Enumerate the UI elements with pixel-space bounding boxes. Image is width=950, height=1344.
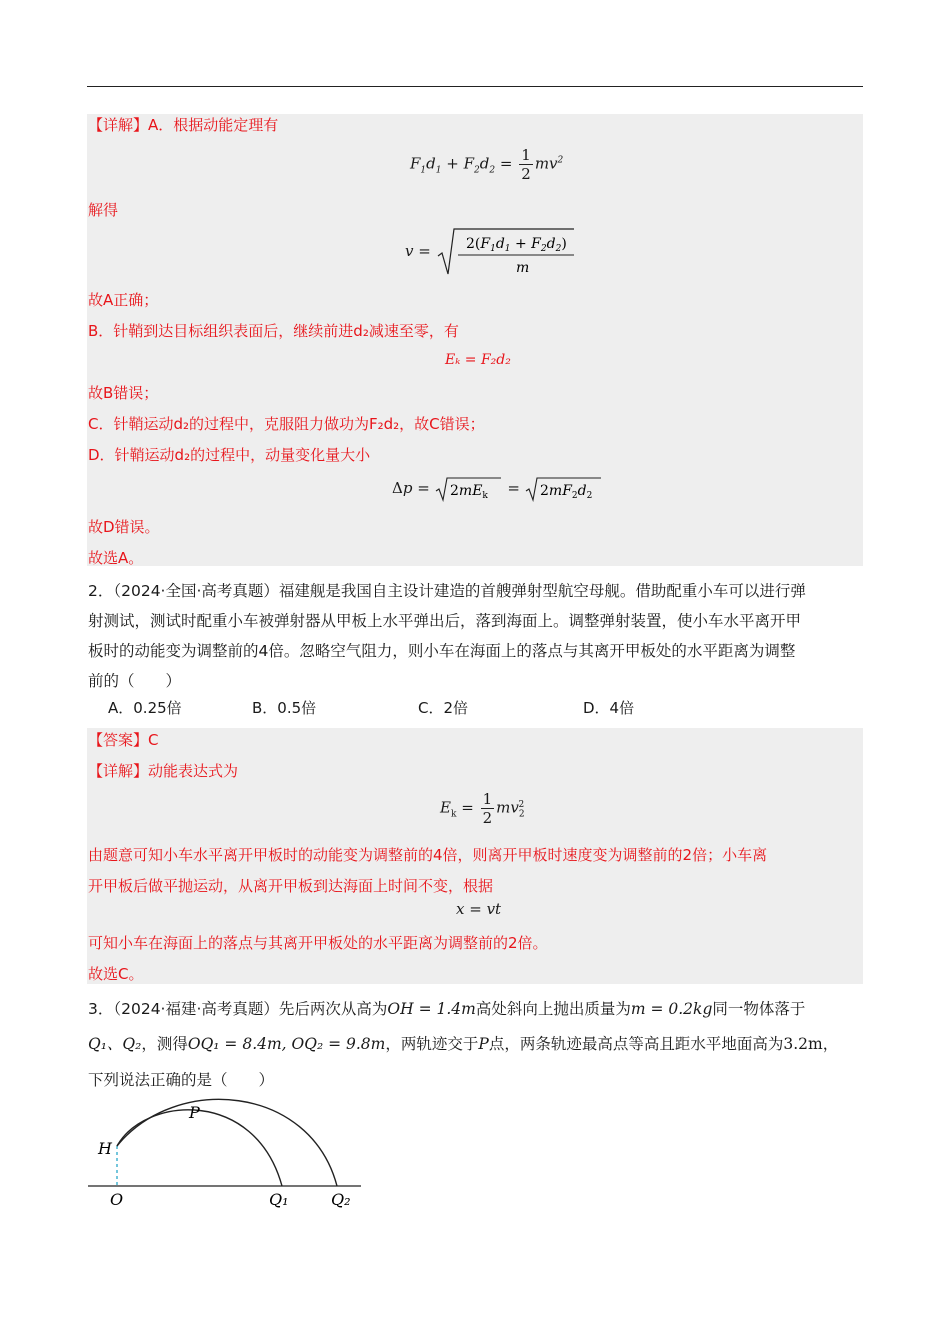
svg-text:2mF2d2: $2mF_2d_2$: [539, 483, 593, 501]
q3-mid2: 同一物体落于: [712, 1000, 806, 1018]
trajectory-q2: [117, 1099, 337, 1186]
detail-tag: 【详解】: [88, 116, 149, 134]
q3-prefix: 3．（2024·福建·高考真题）先后两次从高为: [88, 1000, 388, 1018]
q2-detail-line: [88, 761, 238, 781]
b-equation: Eₖ = F₂d₂: [445, 352, 511, 368]
q3-mid1: 高处斜向上抛出质量为: [475, 1000, 631, 1018]
equation-kinetic-energy: $E_k$ = $\frac{1}{2}$ $mv_2^2$: [440, 790, 525, 827]
label-h: H: [98, 1139, 112, 1158]
a-conclusion: 故A正确；: [88, 291, 159, 309]
q3-mass: m = 0.2kg: [630, 1000, 713, 1018]
svg-text:2(F1d1 + F2d2): $2(F_1d_1 + F_2d_2)$: [465, 236, 567, 254]
q2-option-b: B．0.5倍: [252, 699, 317, 717]
q2-reason-line-2: 开甲板后做平抛运动，从离开甲板到达海面上时间不变，根据: [88, 877, 494, 895]
label-p: P: [189, 1103, 200, 1122]
detail-intro: 动能表达式为: [148, 762, 239, 780]
c-text: C．针鞘运动d₂的过程中，克服阻力做功为F₂d₂，故C错误；: [88, 415, 485, 433]
q3-oq: OQ₁ = 8.4m, OQ₂ = 9.8m: [187, 1035, 386, 1053]
q3-oh: OH = 1.4m: [387, 1000, 476, 1018]
q2-stem-line-3: 板时的动能变为调整前的4倍。忽略空气阻力，则小车在海面上的落点与其离开甲板处的水平距离为调整: [88, 642, 796, 660]
answer-value: C: [148, 731, 159, 749]
q3-mid4: ，两轨迹交于: [385, 1035, 479, 1053]
label-q1: Q₁: [269, 1190, 289, 1209]
q2-stem-line-4: 前的（ ）: [88, 672, 182, 690]
svg-text:2mEk: $2mE_k$: [449, 483, 488, 501]
s1-choice: 故选A。: [88, 549, 144, 567]
equation-momentum: Δp = $2mE_k$ = $2mF_2d_2$: [392, 476, 603, 502]
q2-stem-line-2: 射测试，测试时配重小车被弹射器从甲板上水平弹出后，落到海面上。调整弹射装置，使小车水平离开甲: [88, 612, 802, 630]
q2-answer-line: [88, 730, 159, 750]
q3-stem-line-3: 下列说法正确的是（ ）: [88, 1071, 275, 1089]
d-text: D．针鞘运动d₂的过程中，动量变化量大小: [88, 446, 371, 464]
d-conclusion: 故D错误。: [88, 518, 160, 536]
q2-stem: [88, 576, 863, 696]
q2-choice: 故选C。: [88, 965, 144, 983]
q3-height: 3.2m: [783, 1035, 823, 1053]
svg-text:m: m: [515, 260, 529, 276]
equation-work-energy: $F_1d_1 + F_2d_2$ = $\frac{1}{2}$ $mv^2$: [410, 146, 564, 183]
label-q2: Q₂: [331, 1190, 351, 1209]
detail-tag: 【详解】: [88, 762, 149, 780]
answer-tag: 【答案】: [88, 731, 149, 749]
q2-stem-line-1: 2．（2024·全国·高考真题）福建舰是我国自主设计建造的首艘弹射型航空母舰。借助配重小车可以进行弹: [88, 582, 806, 600]
q3-mid6: ，: [822, 1035, 839, 1053]
q2-option-c: C．2倍: [418, 699, 469, 717]
q2-option-d: D．4倍: [583, 699, 635, 717]
label-o: O: [110, 1190, 124, 1209]
q2-option-a: A．0.25倍: [108, 699, 182, 717]
q3-stem-line-1: [88, 999, 805, 1019]
a-intro: A．根据动能定理有: [148, 116, 279, 134]
q2-conclusion: 可知小车在海面上的落点与其离开甲板处的水平距离为调整前的2倍。: [88, 934, 548, 952]
q3-p: P: [478, 1035, 489, 1053]
q2-reason-line-1: 由题意可知小车水平离开甲板时的动能变为调整前的4倍，则离开甲板时速度变为调整前的2倍；小车离: [88, 846, 768, 864]
equation-displacement: x = vt: [456, 900, 502, 918]
equation-velocity: v = $2(F_1d_1 + F_2d_2)$ m: [405, 226, 576, 278]
b-text: B．针鞘到达目标组织表面后，继续前进d₂减速至零，有: [88, 322, 459, 340]
q3-stem-line-2: [88, 1034, 838, 1054]
trajectory-figure: [85, 1092, 375, 1222]
q3-q1q2: Q₁、Q₂: [88, 1035, 142, 1053]
solve-label: 解得: [88, 201, 119, 219]
q3-mid5: 点，两条轨迹最高点等高且距水平地面高为: [488, 1035, 784, 1053]
header-rule: [87, 86, 863, 87]
detail-a-line: [88, 115, 278, 135]
q3-mid3: ，测得: [141, 1035, 188, 1053]
b-conclusion: 故B错误；: [88, 384, 159, 402]
